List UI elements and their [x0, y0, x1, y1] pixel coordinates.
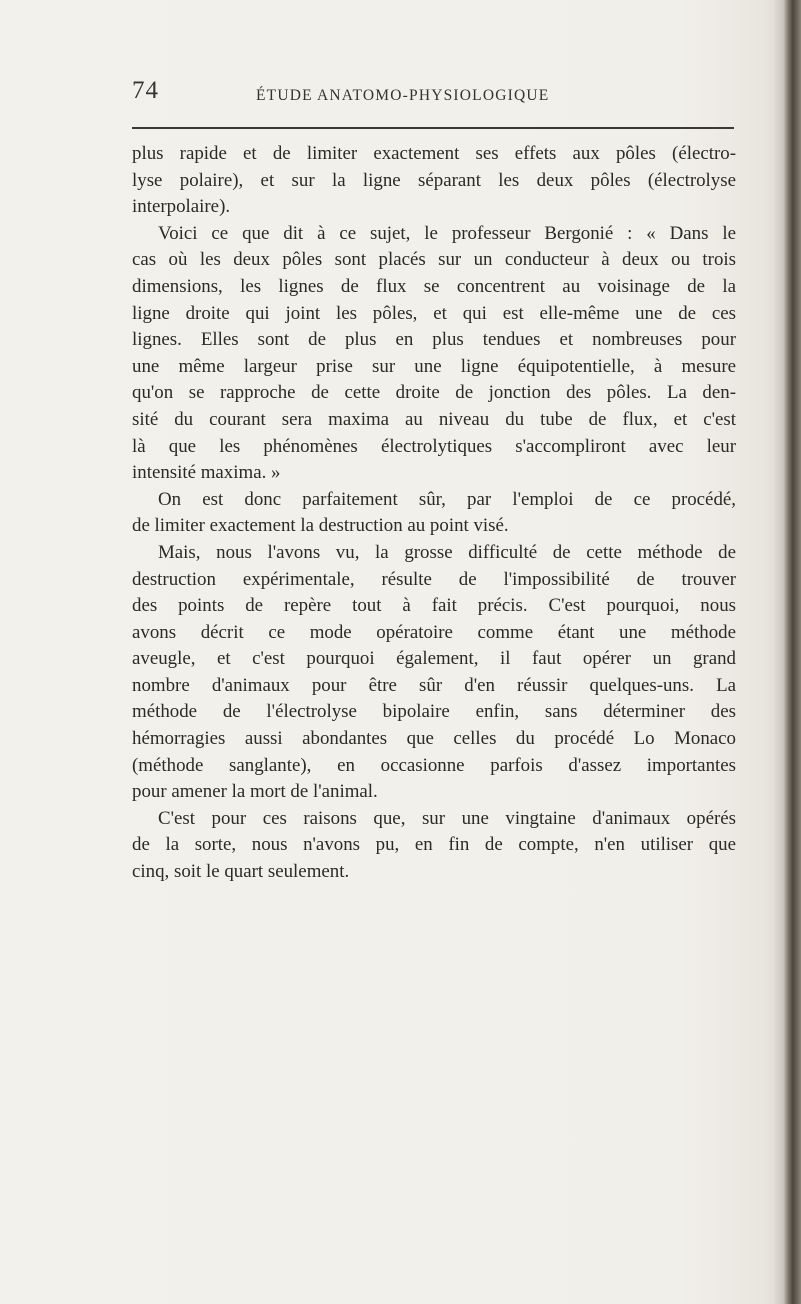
text-line: Mais, nous l'avons vu, la grosse difficulté de cette méthode de [158, 541, 736, 563]
text-line: ligne droite qui joint les pôles, et qui est elle-même une de ces [132, 302, 736, 324]
text-line: cinq, soit le quart seulement. [132, 861, 350, 883]
text-line: qu'on se rapproche de cette droite de jonction des pôles. La den- [132, 382, 736, 404]
text-line: aveugle, et c'est pourquoi également, il faut opérer un grand [132, 648, 736, 670]
text-line: dimensions, les lignes de flux se concentrent au voisinage de la [132, 275, 736, 297]
text-line: de limiter exactement la destruction au point visé. [132, 515, 509, 537]
text-line: interpolaire). [132, 196, 231, 218]
text-line: lignes. Elles sont de plus en plus tendues et nombreuses pour [132, 329, 736, 351]
text-line: (méthode sanglante), en occasionne parfois d'assez importantes [132, 754, 736, 776]
header-rule [132, 127, 734, 129]
text-line: destruction expérimentale, résulte de l'impossibilité de trouver [132, 568, 736, 590]
running-head: ÉTUDE ANATOMO-PHYSIOLOGIQUE [256, 87, 550, 104]
body-text [132, 141, 736, 886]
text-line: une même largeur prise sur une ligne équipotentielle, à mesure [132, 355, 736, 377]
text-line: avons décrit ce mode opératoire comme étant une méthode [132, 621, 736, 643]
page-edge [783, 0, 801, 1304]
text-line: On est donc parfaitement sûr, par l'emploi de ce procédé, [158, 488, 736, 510]
text-line: méthode de l'électrolyse bipolaire enfin, sans déterminer des [132, 701, 736, 723]
page-number: 74 [132, 77, 159, 104]
text-line: hémorragies aussi abondantes que celles du procédé Lo Monaco [132, 728, 736, 750]
text-line: intensité maxima. » [132, 462, 281, 484]
text-line: lyse polaire), et sur la ligne séparant les deux pôles (électrolyse [132, 169, 736, 191]
page-header [132, 76, 732, 106]
text-line: là que les phénomènes électrolytiques s'accompliront avec leur [132, 435, 736, 457]
text-line: cas où les deux pôles sont placés sur un conducteur à deux ou trois [132, 249, 736, 271]
text-line: de la sorte, nous n'avons pu, en fin de compte, n'en utiliser que [132, 834, 736, 856]
text-line: nombre d'animaux pour être sûr d'en réussir quelques-uns. La [132, 674, 736, 696]
text-line: des points de repère tout à fait précis. C'est pourquoi, nous [132, 595, 736, 617]
text-line: C'est pour ces raisons que, sur une vingtaine d'animaux opérés [158, 807, 736, 829]
text-line: plus rapide et de limiter exactement ses effets aux pôles (électro- [132, 143, 736, 164]
text-line: Voici ce que dit à ce sujet, le professeur Bergonié : « Dans le [158, 222, 736, 244]
text-line: pour amener la mort de l'animal. [132, 781, 378, 803]
text-line: sité du courant sera maxima au niveau du tube de flux, et c'est [132, 408, 736, 430]
page-edge-shadow [773, 0, 783, 1304]
